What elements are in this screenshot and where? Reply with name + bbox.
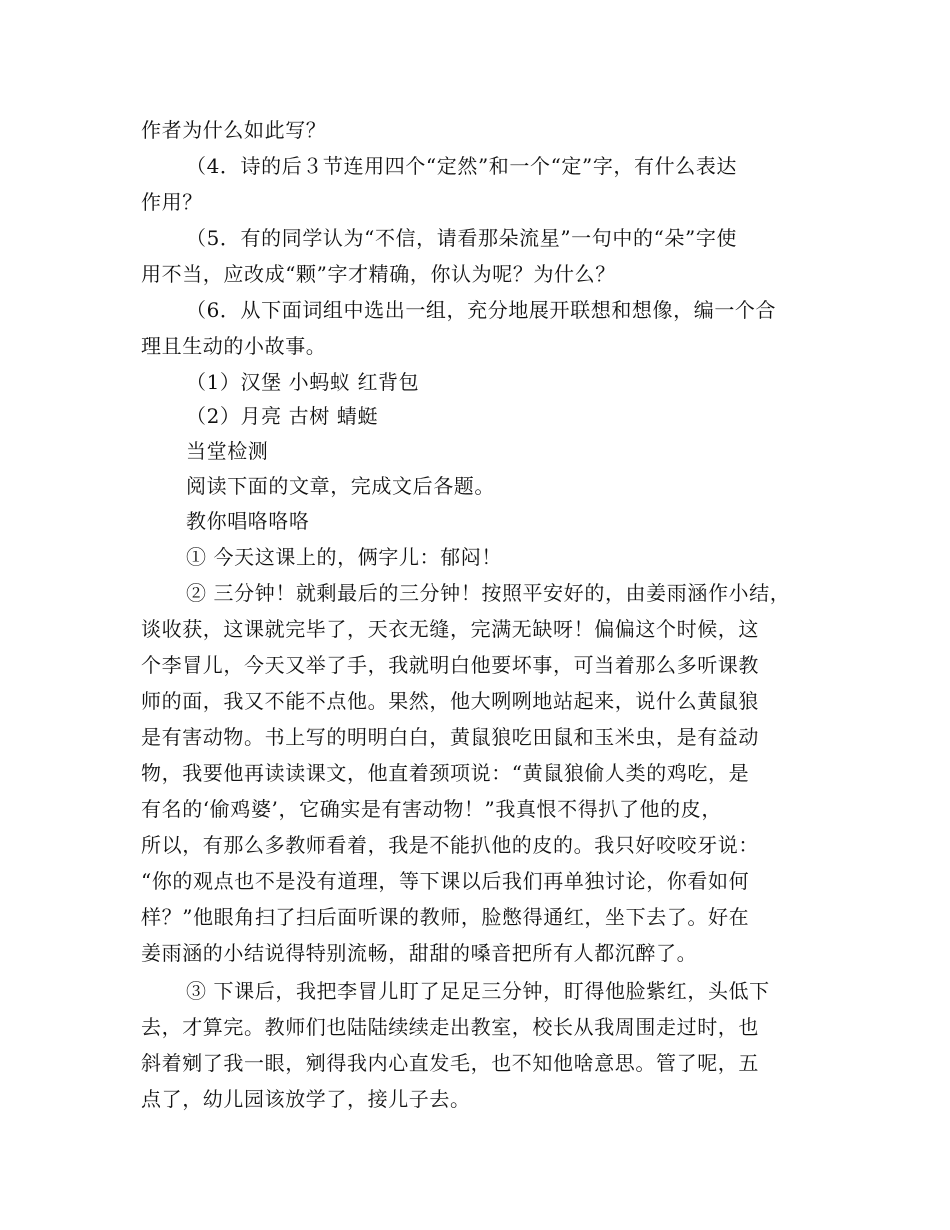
text-line: 谈收获，这课就完毕了，天衣无缝，完满无缺呀！偏偏这个时候，这: [141, 617, 759, 641]
question-6-line: （6．从下面词组中选出一组，充分地展开联想和想像，编一个合: [186, 298, 777, 322]
article-title: 教你唱咯咯咯: [186, 509, 310, 533]
word-group-1: （1）汉堡 小蚂蚁 红背包: [186, 370, 420, 394]
text-line: 姜雨涵的小结说得特别流畅，甜甜的嗓音把所有人都沉醉了。: [141, 941, 698, 965]
text-line: 师的面，我又不能不点他。果然，他大咧咧地站起来，说什么黄鼠狼: [141, 689, 759, 713]
text-line: 作用？: [141, 190, 203, 214]
text-line: 作者为什么如此写？: [141, 118, 327, 142]
text-line: 理且生动的小故事。: [141, 334, 327, 358]
question-4-line: （4．诗的后３节连用四个“定然”和一个“定”字，有什么表达: [186, 154, 738, 178]
word-group-2: （2）月亮 古树 蜻蜓: [186, 404, 379, 428]
text-line: 点了，幼儿园该放学了，接儿子去。: [141, 1087, 471, 1111]
text-line: “你的观点也不是没有道理，等下课以后我们再单独讨论，你看如何: [141, 869, 750, 893]
text-line: 是有害动物。书上写的明明白白，黄鼠狼吃田鼠和玉米虫，是有益动: [141, 725, 759, 749]
paragraph-2-start: ② 三分钟！就剩最后的三分钟！按照平安好的，由姜雨涵作小结，: [186, 581, 791, 605]
section-heading: 当堂检测: [186, 439, 269, 463]
question-5-line: （5．有的同学认为“不信，请看那朵流星”一句中的“朵”字使: [186, 226, 738, 250]
text-line: 去，才算完。教师们也陆陆续续走出教室，校长从我周围走过时，也: [141, 1015, 759, 1039]
text-line: 物，我要他再读读课文，他直着颈项说：“黄鼠狼偷人类的鸡吃，是: [141, 761, 750, 785]
text-line: 个李冒儿，今天又举了手，我就明白他要坏事，可当着那么多听课教: [141, 653, 759, 677]
text-line: 有名的‘偷鸡婆’，它确实是有害动物！”我真恨不得扒了他的皮，: [141, 797, 722, 821]
paragraph-1: ① 今天这课上的，俩字儿：郁闷！: [186, 545, 502, 569]
instruction-line: 阅读下面的文章，完成文后各题。: [186, 474, 495, 498]
paragraph-3-start: ③ 下课后，我把李冒儿盯了足足三分钟，盯得他脸紫红，头低下: [186, 979, 770, 1003]
text-line: 所以，有那么多教师看着，我是不能扒他的皮的。我只好咬咬牙说：: [141, 833, 759, 857]
text-line: 样？”他眼角扫了扫后面听课的教师，脸憋得通红，坐下去了。好在: [141, 905, 750, 929]
text-line: 斜着剜了我一眼，剜得我内心直发毛，也不知他啥意思。管了呢，五: [141, 1051, 759, 1075]
text-line: 用不当，应改成“颗”字才精确，你认为呢？为什么？: [141, 262, 616, 286]
